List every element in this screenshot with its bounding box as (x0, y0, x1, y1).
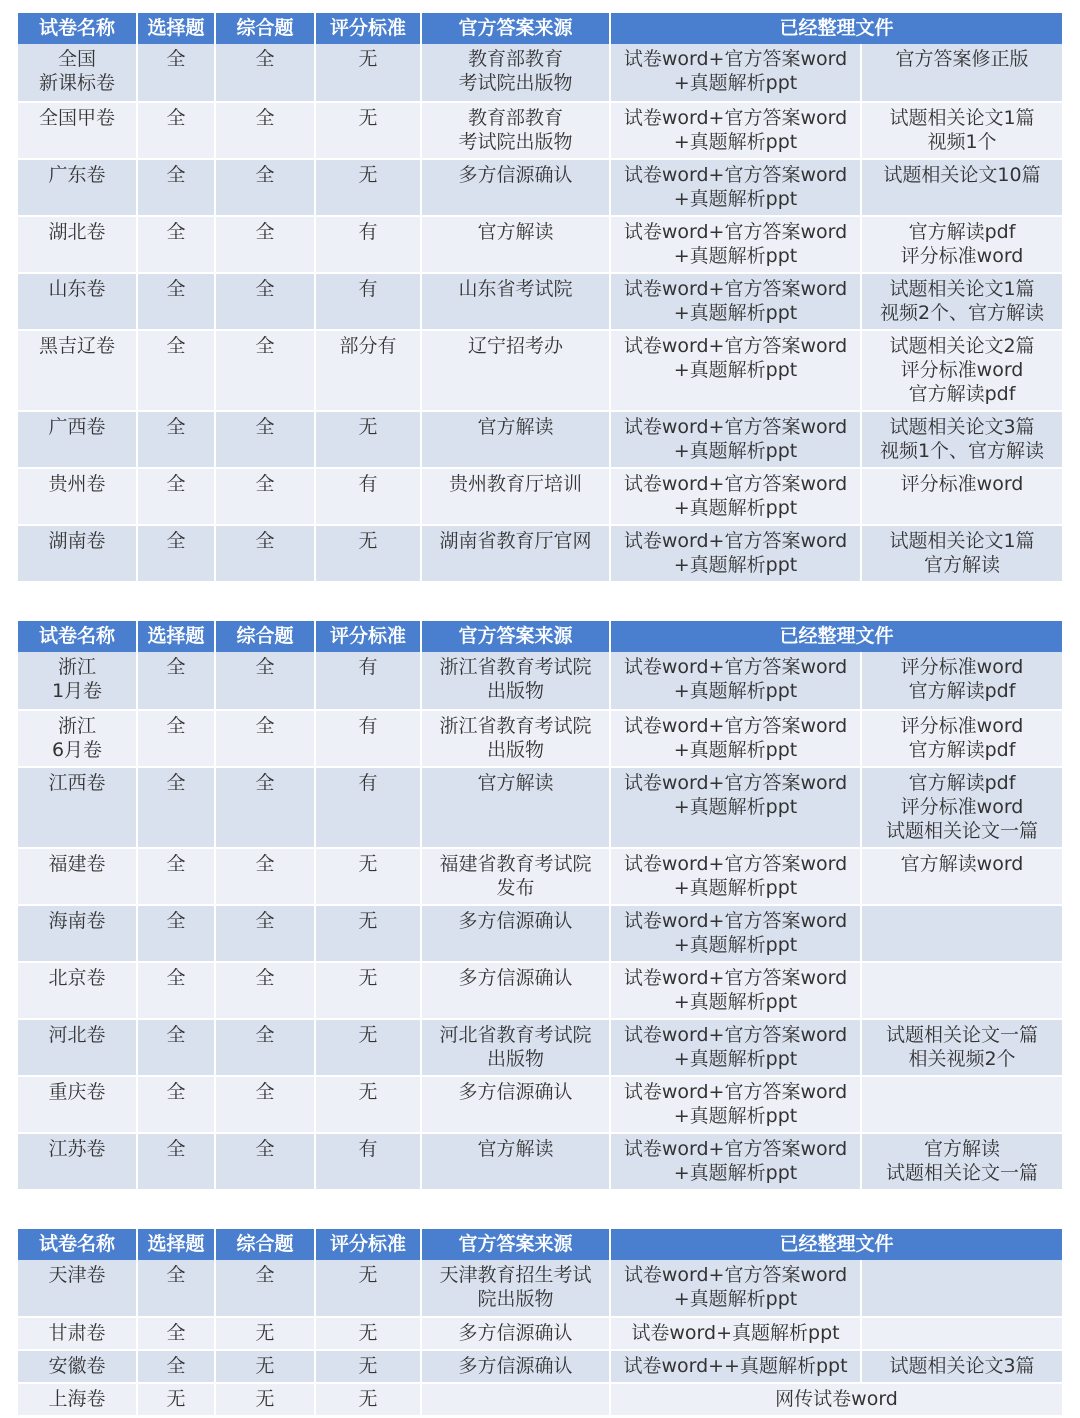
cell-answer-source (421, 1383, 610, 1416)
cell-paper-name: 福建卷 (18, 848, 137, 905)
table-row (18, 468, 1062, 525)
cell-multiple-choice: 全 (137, 962, 215, 1019)
cell-organized-files: 试卷word+官方答案word +真题解析ppt (610, 273, 861, 330)
cell-comprehensive: 全 (215, 962, 315, 1019)
exam-table-1 (18, 13, 1062, 583)
cell-answer-source: 浙江省教育考试院 出版物 (421, 710, 610, 767)
cell-extra-files: 评分标准word (861, 468, 1062, 525)
table-row (18, 962, 1062, 1019)
header-organized-files: 已经整理文件 (610, 1229, 1062, 1260)
cell-comprehensive: 全 (215, 905, 315, 962)
cell-multiple-choice: 全 (137, 1260, 215, 1317)
header-answer-source: 官方答案来源 (421, 621, 610, 652)
cell-scoring-standard: 有 (315, 468, 421, 525)
cell-paper-name: 浙江 6月卷 (18, 710, 137, 767)
cell-organized-files: 试卷word+官方答案word +真题解析ppt (610, 159, 861, 216)
exam-table-3 (18, 1229, 1062, 1417)
cell-organized-files: 试卷word+官方答案word +真题解析ppt (610, 1076, 861, 1133)
cell-organized-files: 试卷word++真题解析ppt (610, 1350, 861, 1383)
cell-organized-files: 试卷word+官方答案word +真题解析ppt (610, 1019, 861, 1076)
table-row (18, 1019, 1062, 1076)
cell-multiple-choice: 全 (137, 411, 215, 468)
cell-paper-name: 黑吉辽卷 (18, 330, 137, 411)
cell-comprehensive: 全 (215, 159, 315, 216)
table-row (18, 710, 1062, 767)
cell-organized-files: 试卷word+官方答案word +真题解析ppt (610, 710, 861, 767)
cell-multiple-choice: 全 (137, 1350, 215, 1383)
cell-multiple-choice: 全 (137, 1133, 215, 1190)
cell-paper-name: 甘肃卷 (18, 1317, 137, 1350)
table-row (18, 1260, 1062, 1317)
cell-scoring-standard: 无 (315, 525, 421, 582)
cell-extra-files (861, 1317, 1062, 1350)
header-paper-name: 试卷名称 (18, 13, 137, 44)
cell-comprehensive: 全 (215, 411, 315, 468)
cell-paper-name: 安徽卷 (18, 1350, 137, 1383)
cell-organized-files: 试卷word+官方答案word +真题解析ppt (610, 767, 861, 848)
cell-comprehensive: 全 (215, 1076, 315, 1133)
cell-scoring-standard: 无 (315, 905, 421, 962)
cell-answer-source: 多方信源确认 (421, 1076, 610, 1133)
cell-answer-source: 多方信源确认 (421, 905, 610, 962)
table-row (18, 273, 1062, 330)
cell-multiple-choice: 全 (137, 525, 215, 582)
header-scoring-standard: 评分标准 (315, 1229, 421, 1260)
cell-answer-source: 多方信源确认 (421, 1350, 610, 1383)
header-row (18, 1229, 1062, 1260)
table-row (18, 1076, 1062, 1133)
cell-scoring-standard: 部分有 (315, 330, 421, 411)
cell-paper-name: 广西卷 (18, 411, 137, 468)
cell-organized-files: 试卷word+真题解析ppt (610, 1317, 861, 1350)
table-row (18, 1317, 1062, 1350)
cell-answer-source: 山东省考试院 (421, 273, 610, 330)
cell-paper-name: 湖北卷 (18, 216, 137, 273)
cell-organized-files: 试卷word+官方答案word +真题解析ppt (610, 330, 861, 411)
cell-extra-files: 试题相关论文1篇 官方解读 (861, 525, 1062, 582)
cell-comprehensive: 全 (215, 44, 315, 102)
cell-paper-name: 天津卷 (18, 1260, 137, 1317)
cell-comprehensive: 全 (215, 468, 315, 525)
cell-comprehensive: 全 (215, 652, 315, 710)
cell-paper-name: 重庆卷 (18, 1076, 137, 1133)
cell-comprehensive: 全 (215, 102, 315, 159)
cell-answer-source: 福建省教育考试院 发布 (421, 848, 610, 905)
cell-extra-files (861, 1076, 1062, 1133)
cell-extra-files: 评分标准word 官方解读pdf (861, 652, 1062, 710)
header-multiple-choice: 选择题 (137, 1229, 215, 1260)
cell-answer-source: 贵州教育厅培训 (421, 468, 610, 525)
cell-organized-files: 试卷word+官方答案word +真题解析ppt (610, 905, 861, 962)
cell-multiple-choice: 全 (137, 44, 215, 102)
cell-paper-name: 全国 新课标卷 (18, 44, 137, 102)
header-comprehensive: 综合题 (215, 1229, 315, 1260)
table-row (18, 525, 1062, 582)
cell-extra-files (861, 962, 1062, 1019)
cell-scoring-standard: 有 (315, 216, 421, 273)
cell-organized-files: 试卷word+官方答案word +真题解析ppt (610, 652, 861, 710)
table-row (18, 216, 1062, 273)
cell-organized-files: 试卷word+官方答案word +真题解析ppt (610, 468, 861, 525)
cell-organized-files: 试卷word+官方答案word +真题解析ppt (610, 525, 861, 582)
cell-extra-files: 试题相关论文1篇 视频2个、官方解读 (861, 273, 1062, 330)
header-organized-files: 已经整理文件 (610, 621, 1062, 652)
cell-multiple-choice: 全 (137, 159, 215, 216)
cell-answer-source: 河北省教育考试院 出版物 (421, 1019, 610, 1076)
cell-extra-files: 试题相关论文3篇 (861, 1350, 1062, 1383)
cell-scoring-standard: 无 (315, 159, 421, 216)
cell-paper-name: 江苏卷 (18, 1133, 137, 1190)
cell-paper-name: 上海卷 (18, 1383, 137, 1416)
cell-extra-files: 官方答案修正版 (861, 44, 1062, 102)
cell-scoring-standard: 无 (315, 1076, 421, 1133)
cell-comprehensive: 无 (215, 1317, 315, 1350)
cell-scoring-standard: 有 (315, 273, 421, 330)
cell-paper-name: 全国甲卷 (18, 102, 137, 159)
cell-answer-source: 湖南省教育厅官网 (421, 525, 610, 582)
cell-answer-source: 天津教育招生考试 院出版物 (421, 1260, 610, 1317)
header-row (18, 13, 1062, 44)
cell-organized-files: 试卷word+官方答案word +真题解析ppt (610, 1260, 861, 1317)
cell-answer-source: 多方信源确认 (421, 159, 610, 216)
table-row (18, 44, 1062, 102)
cell-organized-files: 试卷word+官方答案word +真题解析ppt (610, 411, 861, 468)
cell-scoring-standard: 无 (315, 962, 421, 1019)
cell-extra-files: 试题相关论文1篇 视频1个 (861, 102, 1062, 159)
cell-comprehensive: 全 (215, 1260, 315, 1317)
cell-scoring-standard: 有 (315, 767, 421, 848)
cell-answer-source: 官方解读 (421, 216, 610, 273)
table-row (18, 767, 1062, 848)
cell-multiple-choice: 全 (137, 905, 215, 962)
cell-extra-files (861, 1260, 1062, 1317)
header-scoring-standard: 评分标准 (315, 13, 421, 44)
cell-comprehensive: 全 (215, 848, 315, 905)
header-multiple-choice: 选择题 (137, 13, 215, 44)
cell-scoring-standard: 无 (315, 1383, 421, 1416)
cell-paper-name: 浙江 1月卷 (18, 652, 137, 710)
cell-extra-files: 官方解读word (861, 848, 1062, 905)
cell-paper-name: 海南卷 (18, 905, 137, 962)
cell-scoring-standard: 无 (315, 1260, 421, 1317)
cell-scoring-standard: 无 (315, 1019, 421, 1076)
cell-extra-files: 官方解读 试题相关论文一篇 (861, 1133, 1062, 1190)
cell-paper-name: 广东卷 (18, 159, 137, 216)
cell-organized-files: 试卷word+官方答案word +真题解析ppt (610, 962, 861, 1019)
table-row (18, 102, 1062, 159)
header-comprehensive: 综合题 (215, 13, 315, 44)
cell-scoring-standard: 无 (315, 1317, 421, 1350)
header-answer-source: 官方答案来源 (421, 13, 610, 44)
cell-multiple-choice: 全 (137, 848, 215, 905)
table-row (18, 1383, 1062, 1416)
cell-multiple-choice: 全 (137, 710, 215, 767)
cell-multiple-choice: 全 (137, 1076, 215, 1133)
cell-answer-source: 辽宁招考办 (421, 330, 610, 411)
header-paper-name: 试卷名称 (18, 1229, 137, 1260)
cell-multiple-choice: 全 (137, 102, 215, 159)
table-row (18, 330, 1062, 411)
cell-paper-name: 湖南卷 (18, 525, 137, 582)
cell-answer-source: 官方解读 (421, 1133, 610, 1190)
cell-extra-files: 试题相关论文10篇 (861, 159, 1062, 216)
cell-organized-files: 试卷word+官方答案word +真题解析ppt (610, 102, 861, 159)
header-comprehensive: 综合题 (215, 621, 315, 652)
cell-multiple-choice: 全 (137, 767, 215, 848)
header-organized-files: 已经整理文件 (610, 13, 1062, 44)
cell-multiple-choice: 全 (137, 468, 215, 525)
cell-answer-source: 多方信源确认 (421, 962, 610, 1019)
cell-scoring-standard: 无 (315, 102, 421, 159)
table-row (18, 159, 1062, 216)
cell-scoring-standard: 无 (315, 848, 421, 905)
table-row (18, 905, 1062, 962)
cell-answer-source: 官方解读 (421, 767, 610, 848)
cell-comprehensive: 全 (215, 767, 315, 848)
cell-organized-files: 网传试卷word (610, 1383, 1062, 1416)
cell-comprehensive: 全 (215, 216, 315, 273)
cell-comprehensive: 全 (215, 330, 315, 411)
cell-scoring-standard: 无 (315, 411, 421, 468)
cell-extra-files: 官方解读pdf 评分标准word (861, 216, 1062, 273)
cell-extra-files: 试题相关论文2篇 评分标准word 官方解读pdf (861, 330, 1062, 411)
cell-comprehensive: 无 (215, 1350, 315, 1383)
cell-organized-files: 试卷word+官方答案word +真题解析ppt (610, 44, 861, 102)
cell-comprehensive: 全 (215, 273, 315, 330)
cell-comprehensive: 全 (215, 710, 315, 767)
cell-scoring-standard: 有 (315, 1133, 421, 1190)
cell-extra-files: 试题相关论文一篇 相关视频2个 (861, 1019, 1062, 1076)
table-row (18, 411, 1062, 468)
cell-answer-source: 浙江省教育考试院 出版物 (421, 652, 610, 710)
cell-answer-source: 多方信源确认 (421, 1317, 610, 1350)
cell-multiple-choice: 全 (137, 1019, 215, 1076)
cell-paper-name: 北京卷 (18, 962, 137, 1019)
cell-multiple-choice: 全 (137, 652, 215, 710)
table-row (18, 652, 1062, 710)
cell-answer-source: 官方解读 (421, 411, 610, 468)
cell-extra-files: 评分标准word 官方解读pdf (861, 710, 1062, 767)
cell-scoring-standard: 无 (315, 1350, 421, 1383)
header-multiple-choice: 选择题 (137, 621, 215, 652)
cell-organized-files: 试卷word+官方答案word +真题解析ppt (610, 216, 861, 273)
cell-multiple-choice: 无 (137, 1383, 215, 1416)
cell-multiple-choice: 全 (137, 330, 215, 411)
cell-scoring-standard: 无 (315, 44, 421, 102)
cell-extra-files (861, 905, 1062, 962)
cell-organized-files: 试卷word+官方答案word +真题解析ppt (610, 1133, 861, 1190)
cell-multiple-choice: 全 (137, 273, 215, 330)
cell-organized-files: 试卷word+官方答案word +真题解析ppt (610, 848, 861, 905)
cell-extra-files: 试题相关论文3篇 视频1个、官方解读 (861, 411, 1062, 468)
cell-paper-name: 山东卷 (18, 273, 137, 330)
cell-multiple-choice: 全 (137, 216, 215, 273)
cell-scoring-standard: 有 (315, 710, 421, 767)
header-answer-source: 官方答案来源 (421, 1229, 610, 1260)
header-row (18, 621, 1062, 652)
cell-paper-name: 江西卷 (18, 767, 137, 848)
cell-multiple-choice: 全 (137, 1317, 215, 1350)
table-row (18, 1133, 1062, 1190)
exam-table-2 (18, 621, 1062, 1191)
table-row (18, 1350, 1062, 1383)
cell-comprehensive: 无 (215, 1383, 315, 1416)
cell-extra-files: 官方解读pdf 评分标准word 试题相关论文一篇 (861, 767, 1062, 848)
cell-comprehensive: 全 (215, 525, 315, 582)
cell-comprehensive: 全 (215, 1019, 315, 1076)
cell-comprehensive: 全 (215, 1133, 315, 1190)
header-paper-name: 试卷名称 (18, 621, 137, 652)
header-scoring-standard: 评分标准 (315, 621, 421, 652)
cell-scoring-standard: 有 (315, 652, 421, 710)
table-row (18, 848, 1062, 905)
cell-paper-name: 河北卷 (18, 1019, 137, 1076)
cell-answer-source: 教育部教育 考试院出版物 (421, 44, 610, 102)
cell-paper-name: 贵州卷 (18, 468, 137, 525)
cell-answer-source: 教育部教育 考试院出版物 (421, 102, 610, 159)
